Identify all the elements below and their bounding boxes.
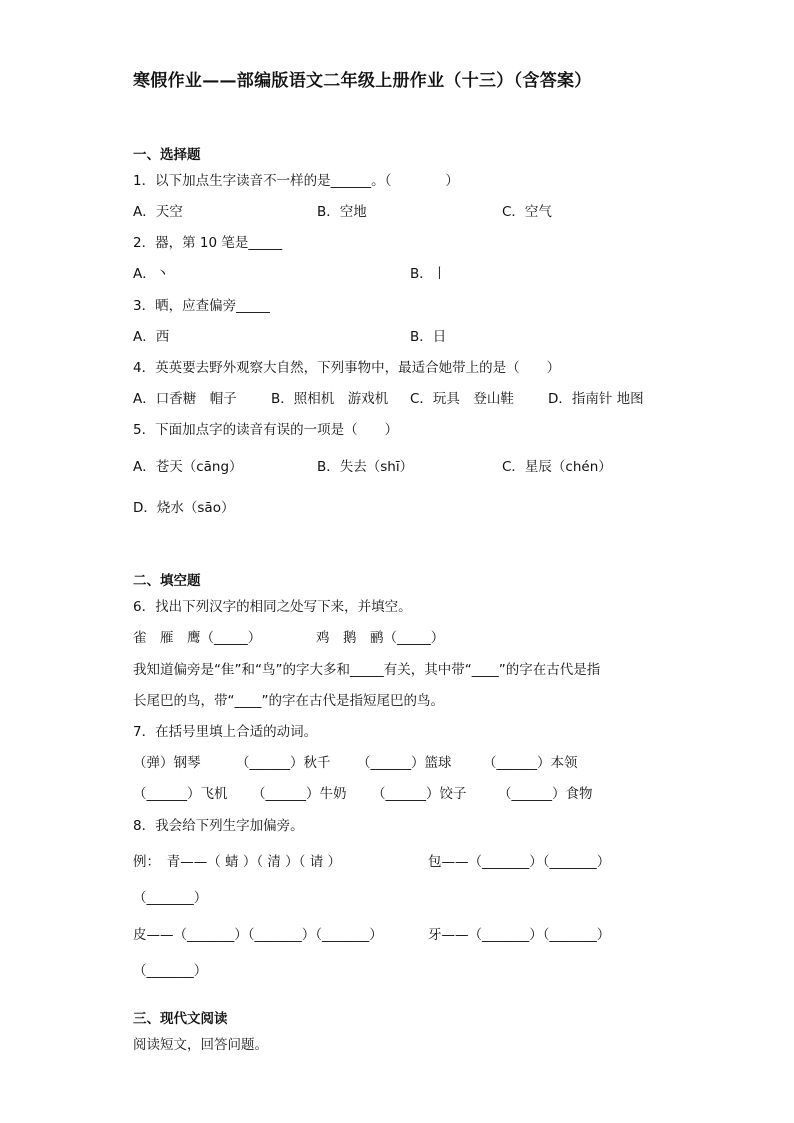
question-7-item: （______）食物 [498, 786, 593, 802]
question-7-item: （______）本领 [483, 755, 578, 771]
question-7-item: （______）飞机 [133, 786, 228, 802]
question-1-option-a: A．天空 [133, 204, 183, 220]
question-4-option-a: A．口香糖 帽子 [133, 391, 237, 407]
question-7-item: （弹）钢琴 [133, 755, 201, 771]
question-7-item: （______）饺子 [372, 786, 467, 802]
question-8-bao: 包——（_______）（_______） [428, 854, 611, 870]
question-6-paragraph-line-1: 我知道偏旁是“隹”和“鸟”的字大多和_____有关，其中带“____”的字在古代是指 [133, 662, 601, 678]
question-2-option-a: A．丶 [133, 266, 170, 282]
page-title: 寒假作业——部编版语文二年级上册作业（十三）（含答案） [133, 71, 592, 91]
question-7-item: （______）秋千 [236, 755, 331, 771]
question-5-option-b: B．失去（shī） [317, 459, 414, 475]
question-3-stem: 3．晒，应查偏旁_____ [133, 298, 270, 314]
question-4-option-d: D．指南针 地图 [548, 391, 644, 407]
question-5-option-a: A．苍天（cāng） [133, 459, 243, 475]
section-heading-reading: 三、现代文阅读 [133, 1011, 228, 1027]
question-4-option-b: B．照相机 游戏机 [271, 391, 389, 407]
question-5-option-c: C．星辰（chén） [502, 459, 612, 475]
question-3-option-a: A．西 [133, 329, 170, 345]
question-7-item: （______）牛奶 [252, 786, 347, 802]
question-8-stem: 8．我会给下列生字加偏旁。 [133, 818, 304, 834]
question-4-option-c: C．玩具 登山鞋 [410, 391, 514, 407]
question-2-option-b: B．丨 [410, 266, 447, 282]
question-6-group-2: 鸡 鹅 鹂（_____） [316, 630, 445, 646]
question-1-option-c: C．空气 [502, 204, 552, 220]
question-1-stem: 1．以下加点生字读音不一样的是______。（ ） [133, 173, 459, 189]
question-6-group-1: 雀 雁 鹰（_____） [133, 630, 262, 646]
question-2-stem: 2．器，第 10 笔是_____ [133, 235, 283, 251]
question-7-item: （______）篮球 [357, 755, 452, 771]
question-1-option-b: B．空地 [317, 204, 367, 220]
question-6-paragraph-line-2: 长尾巴的鸟，带“____”的字在古代是指短尾巴的鸟。 [133, 693, 444, 709]
question-8-ya-continued: （_______） [133, 963, 208, 979]
question-7-stem: 7．在括号里填上合适的动词。 [133, 724, 318, 740]
section-heading-choice: 一、选择题 [133, 147, 201, 163]
question-6-stem: 6．找出下列汉字的相同之处写下来，并填空。 [133, 599, 412, 615]
question-8-example: 例： 青——（ 蜻 ）（ 清 ）（ 请 ） [133, 854, 341, 870]
question-8-bao-continued: （_______） [133, 890, 208, 906]
question-4-stem: 4．英英要去野外观察大自然，下列事物中，最适合她带上的是（ ） [133, 360, 561, 376]
question-8-pi: 皮——（_______）（_______）（_______） [133, 927, 383, 943]
reading-intro: 阅读短文，回答问题。 [133, 1037, 268, 1053]
question-3-option-b: B．日 [410, 329, 447, 345]
section-heading-fill: 二、填空题 [133, 573, 201, 589]
question-5-stem: 5．下面加点字的读音有误的一项是（ ） [133, 422, 399, 438]
question-8-ya: 牙——（_______）（_______） [428, 927, 611, 943]
question-5-option-d: D．烧水（sāo） [133, 500, 235, 516]
